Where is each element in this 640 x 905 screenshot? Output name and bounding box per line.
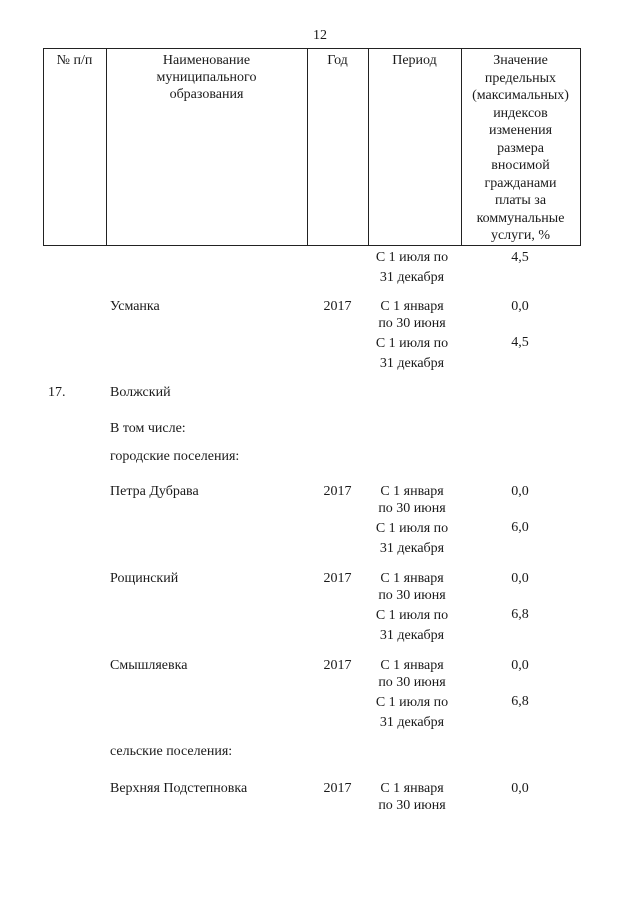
header-period: Период — [392, 53, 437, 68]
table-col-divider — [43, 48, 44, 246]
row-value: 0,0 — [511, 571, 529, 586]
row-period: С 1 июля по 31 декабря — [375, 521, 449, 556]
row-period: С 1 июля по 31 декабря — [375, 608, 449, 643]
header-number: № п/п — [56, 53, 93, 68]
section-label: городские поселения: — [110, 449, 240, 464]
table-col-divider — [580, 48, 581, 246]
header-municipality-name: Наименование муниципального образования — [156, 53, 257, 102]
row-period: С 1 января по 30 июня — [378, 299, 446, 331]
row-period: С 1 июля по — [375, 250, 449, 265]
row-value: 0,0 — [511, 781, 529, 796]
row-value: 6,0 — [511, 520, 529, 535]
row-value: 4,5 — [511, 335, 529, 350]
row-period: С 1 января по 30 июня — [378, 781, 446, 813]
header-year: Год — [327, 53, 348, 68]
table-header-bottom-border — [43, 245, 581, 246]
table-col-divider — [307, 48, 308, 246]
row-year: 2017 — [323, 299, 352, 314]
row-period: С 1 января по 30 июня — [378, 571, 446, 603]
row-year: 2017 — [323, 571, 352, 586]
row-period: С 1 июля по 31 декабря — [375, 336, 449, 371]
municipality-name: Рощинский — [110, 571, 179, 586]
row-period: С 1 января по 30 июня — [378, 658, 446, 690]
section-label: сельские поселения: — [110, 744, 233, 759]
row-year: 2017 — [323, 484, 352, 499]
row-period: С 1 июля по 31 декабря — [375, 695, 449, 730]
row-number: 17. — [48, 385, 66, 400]
row-value: 0,0 — [511, 484, 529, 499]
municipality-name: Верхняя Подстепновка — [110, 781, 248, 796]
municipality-name: Усманка — [110, 299, 160, 314]
municipality-name: Петра Дубрава — [110, 484, 199, 499]
page-number: 12 — [313, 28, 327, 43]
row-value: 6,8 — [511, 607, 529, 622]
municipality-name: Смышляевка — [110, 658, 188, 673]
row-year: 2017 — [323, 658, 352, 673]
row-year: 2017 — [323, 781, 352, 796]
row-value: 0,0 — [511, 299, 529, 314]
table-col-divider — [368, 48, 369, 246]
row-value: 0,0 — [511, 658, 529, 673]
table-top-border — [43, 48, 581, 49]
row-period: С 1 января по 30 июня — [378, 484, 446, 516]
header-index-value: Значение предельных (максимальных) индексов изменения размера вносимой гражданами платы за коммунальные услуги, % — [472, 53, 569, 243]
row-value: 6,8 — [511, 694, 529, 709]
section-label: В том числе: — [110, 421, 186, 436]
row-value: 4,5 — [511, 250, 529, 265]
row-period: 31 декабря — [379, 270, 445, 285]
municipality-name: Волжский — [110, 385, 171, 400]
